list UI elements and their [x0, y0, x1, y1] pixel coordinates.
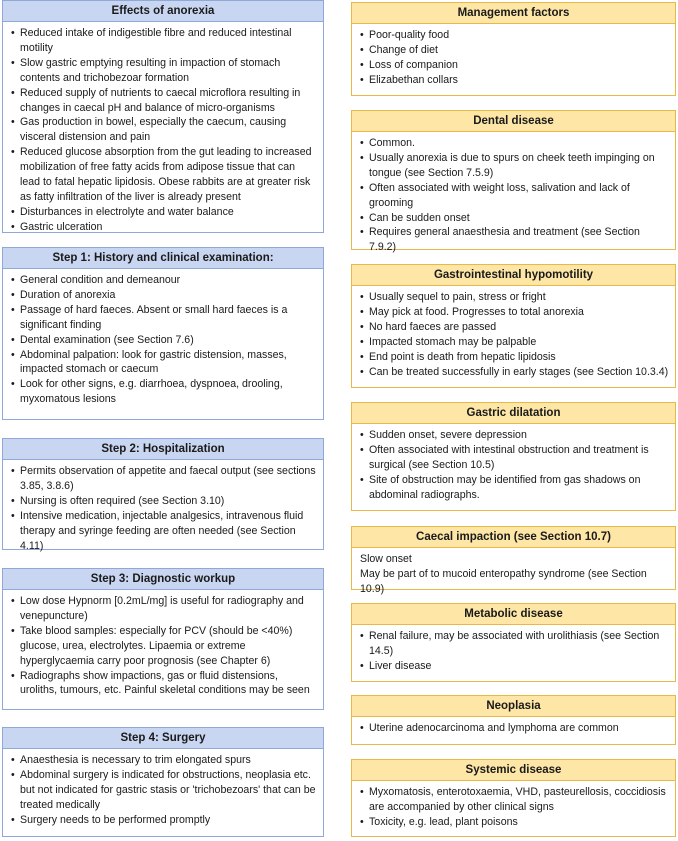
list-item: • Uterine adenocarcinoma and lymphoma are common [360, 721, 669, 736]
management-factors-box [351, 2, 676, 96]
list-item: • Loss of companion [360, 58, 669, 73]
metabolic-disease-box [351, 603, 676, 682]
step4-box [2, 727, 324, 837]
box-title: Neoplasia [352, 696, 675, 717]
list-item: • Myxomatosis, enterotoxaemia, VHD, pasteurellosis, coccidiosis are accompanied by other clinical signs [360, 785, 669, 815]
list-item: • Usually sequel to pain, stress or fright [360, 290, 669, 305]
list-item: • Can be sudden onset [360, 211, 669, 226]
box-title: Step 2: Hospitalization [3, 439, 323, 460]
list-item: • Often associated with weight loss, salivation and lack of grooming [360, 181, 669, 211]
bullet-list [3, 590, 323, 698]
list-item: • Low dose Hypnorm [0.2mL/mg] is useful for radiography and venepuncture) [11, 594, 317, 624]
list-item: • Slow gastric emptying resulting in impaction of stomach contents and trichobezoar formation [11, 56, 317, 86]
bullet-list [352, 24, 675, 88]
list-item: • Often associated with intestinal obstruction and treatment is surgical (see Section 10.5) [360, 443, 669, 473]
list-item: • Intensive medication, injectable analgesics, intravenous fluid therapy and syringe feeding are often needed (see Section 4.11) [11, 509, 317, 554]
bullet-list [3, 749, 323, 828]
gi-hypomotility-box [351, 264, 676, 388]
bullet-list [352, 424, 675, 503]
neoplasia-box [351, 695, 676, 745]
gastric-dilatation-box [351, 402, 676, 511]
list-item: • Gas production in bowel, especially the caecum, causing visceral distension and pain [11, 115, 317, 145]
bullet-list [352, 286, 675, 379]
bullet-list [352, 781, 675, 830]
step1-box [2, 247, 324, 420]
bullet-list [3, 269, 323, 407]
text-line: May be part of to mucoid enteropathy syndrome (see Section 10.9) [360, 567, 647, 595]
list-item: • Elizabethan collars [360, 73, 669, 88]
step3-box [2, 568, 324, 710]
box-title: Step 1: History and clinical examination: [3, 248, 323, 269]
bullet-list [352, 717, 675, 736]
list-item: • Permits observation of appetite and faecal output (see sections 3.85, 3.8.6) [11, 464, 317, 494]
box-title: Gastric dilatation [352, 403, 675, 424]
box-title: Step 3: Diagnostic workup [3, 569, 323, 590]
list-item: • Gastric ulceration [11, 220, 317, 235]
step2-box [2, 438, 324, 550]
list-item: • May pick at food. Progresses to total anorexia [360, 305, 669, 320]
box-title: Caecal impaction (see Section 10.7) [352, 527, 675, 548]
bullet-list [3, 22, 323, 235]
box-title: Gastrointestinal hypomotility [352, 265, 675, 286]
box-title: Metabolic disease [352, 604, 675, 625]
list-item: • Duration of anorexia [11, 288, 317, 303]
list-item: • Reduced glucose absorption from the gut leading to increased mobilization of free fatty acids from adipose tissue that can lead to fatal hepatic lipidosis. Obese rabbits are at greater risk as fatty infiltration of the liver is already present [11, 145, 317, 205]
bullet-list [3, 460, 323, 553]
box-title: Step 4: Surgery [3, 728, 323, 749]
list-item: • Change of diet [360, 43, 669, 58]
list-item: • Take blood samples: especially for PCV (should be <40%) glucose, urea, electrolytes. Lipaemia or extreme hyperglycaemia carry poor prognosis (see Chapter 6) [11, 624, 317, 669]
caecal-impaction-box [351, 526, 676, 595]
box-title: Dental disease [352, 111, 675, 132]
list-item: • Usually anorexia is due to spurs on cheek teeth impinging on tongue (see Section 7.5.9) [360, 151, 669, 181]
list-item: • Anaesthesia is necessary to trim elongated spurs [11, 753, 317, 768]
list-item: • Sudden onset, severe depression [360, 428, 669, 443]
list-item: • Reduced intake of indigestible fibre and reduced intestinal motility [11, 26, 317, 56]
list-item: • Common. [360, 136, 669, 151]
list-item: • Dental examination (see Section 7.6) [11, 333, 317, 348]
list-item: • Renal failure, may be associated with urolithiasis (see Section 14.5) [360, 629, 669, 659]
list-item: • Reduced supply of nutrients to caecal microflora resulting in changes in caecal pH and balance of micro-organisms [11, 86, 317, 116]
list-item: • Nursing is often required (see Section 3.10) [11, 494, 317, 509]
bullet-list [352, 625, 675, 674]
text-lines [352, 548, 675, 597]
list-item: • Can be treated successfully in early stages (see Section 10.3.4) [360, 365, 669, 380]
list-item: • Site of obstruction may be identified from gas shadows on abdominal radiographs. [360, 473, 669, 503]
list-item: • Disturbances in electrolyte and water balance [11, 205, 317, 220]
box-title: Effects of anorexia [3, 1, 323, 22]
list-item: • Impacted stomach may be palpable [360, 335, 669, 350]
list-item: • Poor-quality food [360, 28, 669, 43]
systemic-disease-box [351, 759, 676, 837]
box-title: Systemic disease [352, 760, 675, 781]
list-item: • Look for other signs, e.g. diarrhoea, dyspnoea, drooling, myxomatous lesions [11, 377, 317, 407]
list-item: • Abdominal palpation: look for gastric distension, masses, impacted stomach or caecum [11, 348, 317, 378]
list-item: • Surgery needs to be performed promptly [11, 813, 317, 828]
box-title: Management factors [352, 3, 675, 24]
list-item: • No hard faeces are passed [360, 320, 669, 335]
list-item: • Abdominal surgery is indicated for obstructions, neoplasia etc. but not indicated for gastric stasis or 'trichobezoars' that can be treated medically [11, 768, 317, 813]
list-item: • End point is death from hepatic lipidosis [360, 350, 669, 365]
text-line: Slow onset [360, 553, 412, 565]
list-item: • Radiographs show impactions, gas or fluid distensions, uroliths, tumours, etc. Painful skeletal conditions may be seen [11, 669, 317, 699]
list-item: • Passage of hard faeces. Absent or small hard faeces is a significant finding [11, 303, 317, 333]
dental-disease-box [351, 110, 676, 254]
list-item: • Toxicity, e.g. lead, plant poisons [360, 815, 669, 830]
list-item: • Requires general anaesthesia and treatment (see Section 7.9.2) [360, 225, 669, 255]
list-item: • Liver disease [360, 659, 669, 674]
bullet-list [352, 132, 675, 255]
list-item: • General condition and demeanour [11, 273, 317, 288]
effects-of-anorexia-box [2, 0, 324, 233]
